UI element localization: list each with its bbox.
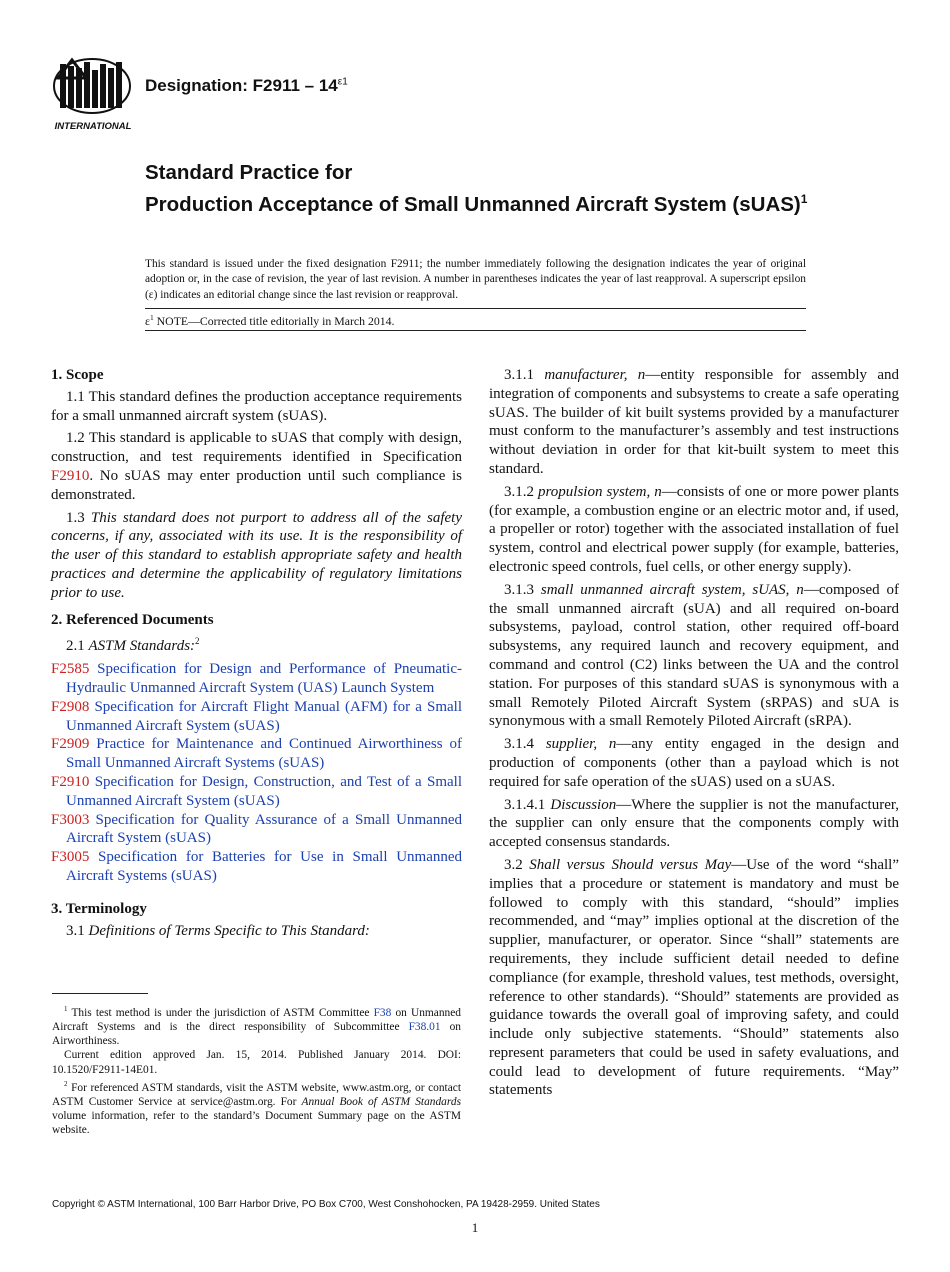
paragraph-1-2: 1.2 This standard is applicable to sUAS that comply with design, construction, and test requirements identified in Specification F2910. No sUAS may enter production until such compliance is demonstrated. [51,430,462,503]
reference-item[interactable]: F2909 Practice for Maintenance and Continued Airworthiness of Small Unmanned Aircraft Systems (sUAS) [51,736,463,772]
section-heading-scope: 1. Scope [51,367,104,383]
right-column [489,366,899,1104]
footnote-1-edition: Current edition approved Jan. 15, 2014. Published January 2014. DOI: 10.1520/F2911-14E01. [52,1049,461,1076]
footnote-1: $^1$ This test method is under the jurisdiction of ASTM Committee F38 on Unmanned Aircraft Systems and is the direct responsibility of Subcommittee F38.01 on Airworthiness. [52,1005,461,1048]
link-f38[interactable]: F38 [373,1006,392,1019]
paragraph-3-2: 3.2 Shall versus Should versus May—Use of the word “shall” implies that a procedure or statement is mandatory and must be followed to comply with this standard, “should” implies recommended, and “may” implies optional at the discretion of the supplier, manufacturer, or operator. Since “shall” statements are requirements, they include sufficient detail needed to define compliance (for example, threshold values, test methods, oversight, reference to other standards). “Should” statements are provided as guidance towards the overall goal of improving safety, and could include only subjective statements. “Should” statements also represent parameters that could be used in safety evaluations, and could lead to development of future requirements. “May” statements [489,856,900,1099]
definition-propulsion-system: 3.1.2 propulsion system, n—consists of one or more power plants (for example, a combustion engine or an electric motor and, if used, a propeller or rotor) together with the associated installation of fuel system, control and electrical power supply (for example, batteries, electronic speed controls, fuel cells, or other energy supply). [489,483,899,575]
link-f38-01[interactable]: F38.01 [408,1021,441,1033]
footnotes [52,1002,461,1137]
designation-superscript: ε1 [337,76,348,88]
section-heading-terminology: 3. Terminology [51,900,147,917]
paragraph-1-1: 1.1 This standard defines the production acceptance requirements for a small unmanned aircraft system (sUAS). [51,388,462,424]
footnote-2: $^2$ For referenced ASTM standards, visit the ASTM website, www.astm.org, or contact ASTM Customer Service at service@astm.org. For Annual Book of ASTM Standards volume information, refer to the standard’s Document Summary page on the ASTM website. [52,1079,462,1137]
definition-suas: 3.1.3 small unmanned aircraft system, sUAS, n—composed of the small unmanned aircraft (sUA) and all required on-board subsystems, payload, control station, other required off-board subsystems, any required launch and recovery equipment, and command and control (C2) links between the UA and the control station. For purposes of this standard sUAS is synonymous with a small Remotely Piloted Aircraft System (sRPAS) and sUA is synonymous with a small Remotely Piloted Aircraft (sRPA). [489,581,899,730]
designation: Designation: $F2911 - 14^{\varepsilon 1}$ [145,76,348,95]
paragraph-1-3: 1.3 This standard does not purport to address all of the safety concerns, if any, associated with its use. It is the responsibility of the user of this standard to establish appropriate safety and health practices and determine the applicability of regulatory limitations prior to use. [51,509,463,601]
link-f2910[interactable]: F2910 [51,467,90,484]
note-rule-bottom [145,330,806,331]
logo-text-bottom: INTERNATIONAL [54,121,132,132]
footnote-rule [52,993,148,994]
note-rule-top [145,308,806,309]
definition-manufacturer: 3.1.1 manufacturer, n—entity responsible for assembly and integration of components and subsystems to create a safe operating sUAS. The builder of kit built systems provided by a manufacturer must conform to the manufacturer’s assembly and test instructions without deviation in order for that kit-built system to meet this standard. [489,367,899,477]
section-heading-referenced-documents: 2. Referenced Documents [51,611,214,628]
reference-item[interactable]: F3005 Specification for Batteries for Use in Small Unmanned Aircraft Systems (sUAS) [51,849,463,884]
title-footnote-ref: 1 [800,192,808,206]
paragraph-2-1: 2.1 ASTM Standards:$^2$ [66,636,200,655]
discussion-supplier: 3.1.4.1 Discussion—Where the supplier is not the manufacturer, the supplier can only ensure that the components comply with accepted consensus standards. [489,796,900,851]
reference-item[interactable]: F2585 Specification for Design and Performance of Pneumatic-Hydraulic Unmanned Aircraft System (UAS) Launch System [51,661,463,696]
reference-item[interactable]: F2908 Specification for Aircraft Flight Manual (AFM) for a Small Unmanned Aircraft System (sUAS) [51,698,463,734]
title-line-1: Standard Practice for [145,161,353,184]
page-number: 1 [471,1220,479,1235]
title-line-2: Production Acceptance of Small Unmanned Aircraft System (sUAS)$^1$ [145,192,808,216]
paragraph-3-1: 3.1 Definitions of Terms Specific to This Standard: [66,922,370,939]
document-title [145,160,825,218]
definition-supplier: 3.1.4 supplier, n—any entity engaged in the design and production of components (other than a payload which is not required for safe operation of the sUAS) used on a sUAS. [489,736,899,790]
astm-logo [52,56,134,134]
reference-item[interactable]: F3003 Specification for Quality Assurance of a Small Unmanned Aircraft System (sUAS) [51,811,463,847]
issuance-statement: This standard is issued under the fixed designation F2911; the number immediately following the designation indicates the year of original adoption or, in the case of revision, the year of last revision. A number in parentheses indicates the year of last reapproval. A superscript epsilon (ε) indicates an editorial change since the last revision or reapproval. [145,258,806,301]
reference-item[interactable]: F2910 Specification for Design, Construction, and Test of a Small Unmanned Aircraft System (sUAS) [51,773,462,809]
editorial-note: $\varepsilon^1$ NOTE—Corrected title editorially in March 2014. [145,313,395,328]
left-column [51,366,462,944]
copyright-line: Copyright © ASTM International, 100 Barr Harbor Drive, PO Box C700, West Conshohocken, PA 19428-2959. United States [52,1199,600,1210]
